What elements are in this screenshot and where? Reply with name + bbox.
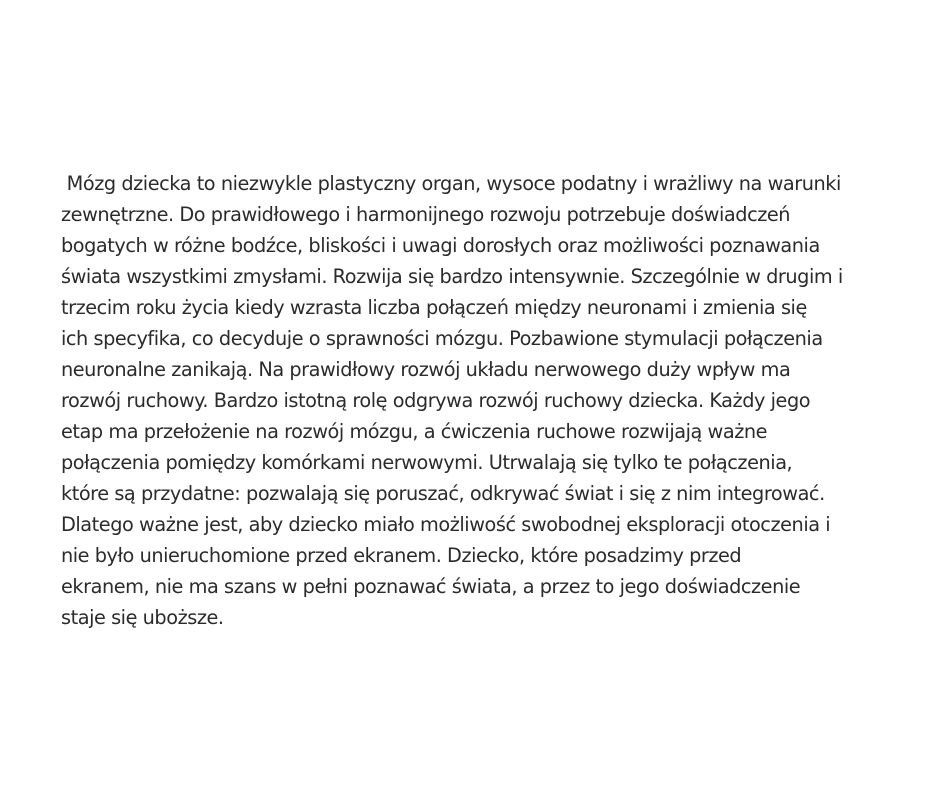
body-paragraph: Mózg dziecka to niezwykle plastyczny organ, wysoce podatny i wrażliwy na warunki zewnętrzne. Do prawidłowego i harmonijnego rozwoju potrzebuje doświadczeń bogatych w różne bodźce, bliskości i uwagi dorosłych oraz możliwości poznawania świata wszystkimi zmysłami. Rozwija się bardzo intensywnie. Szczególnie w drugim i trzecim roku życia kiedy wzrasta liczba połączeń między neuronami i zmienia się ich specyfika, co decyduje o sprawności mózgu. Pozbawione stymulacji połączenia neuronalne zanikają. Na prawidłowy rozwój układu nerwowego duży wpływ ma rozwój ruchowy. Bardzo istotną rolę odgrywa rozwój ruchowy dziecka. Każdy jego etap ma przełożenie na rozwój mózgu, a ćwiczenia ruchowe rozwijają ważne połączenia pomiędzy komórkami nerwowymi. Utrwalają się tylko te połączenia, które są przydatne: pozwalają się poruszać, odkrywać świat i się z nim integrować. Dlatego ważne jest, aby dziecko miało możliwość swobodnej eksploracji otoczenia i nie było unieruchomione przed ekranem. Dziecko, które posadzimy przed ekranem, nie ma szans w pełni poznawać świata, a przez to jego doświadczenie staje się uboższe. — [61, 172, 843, 629]
